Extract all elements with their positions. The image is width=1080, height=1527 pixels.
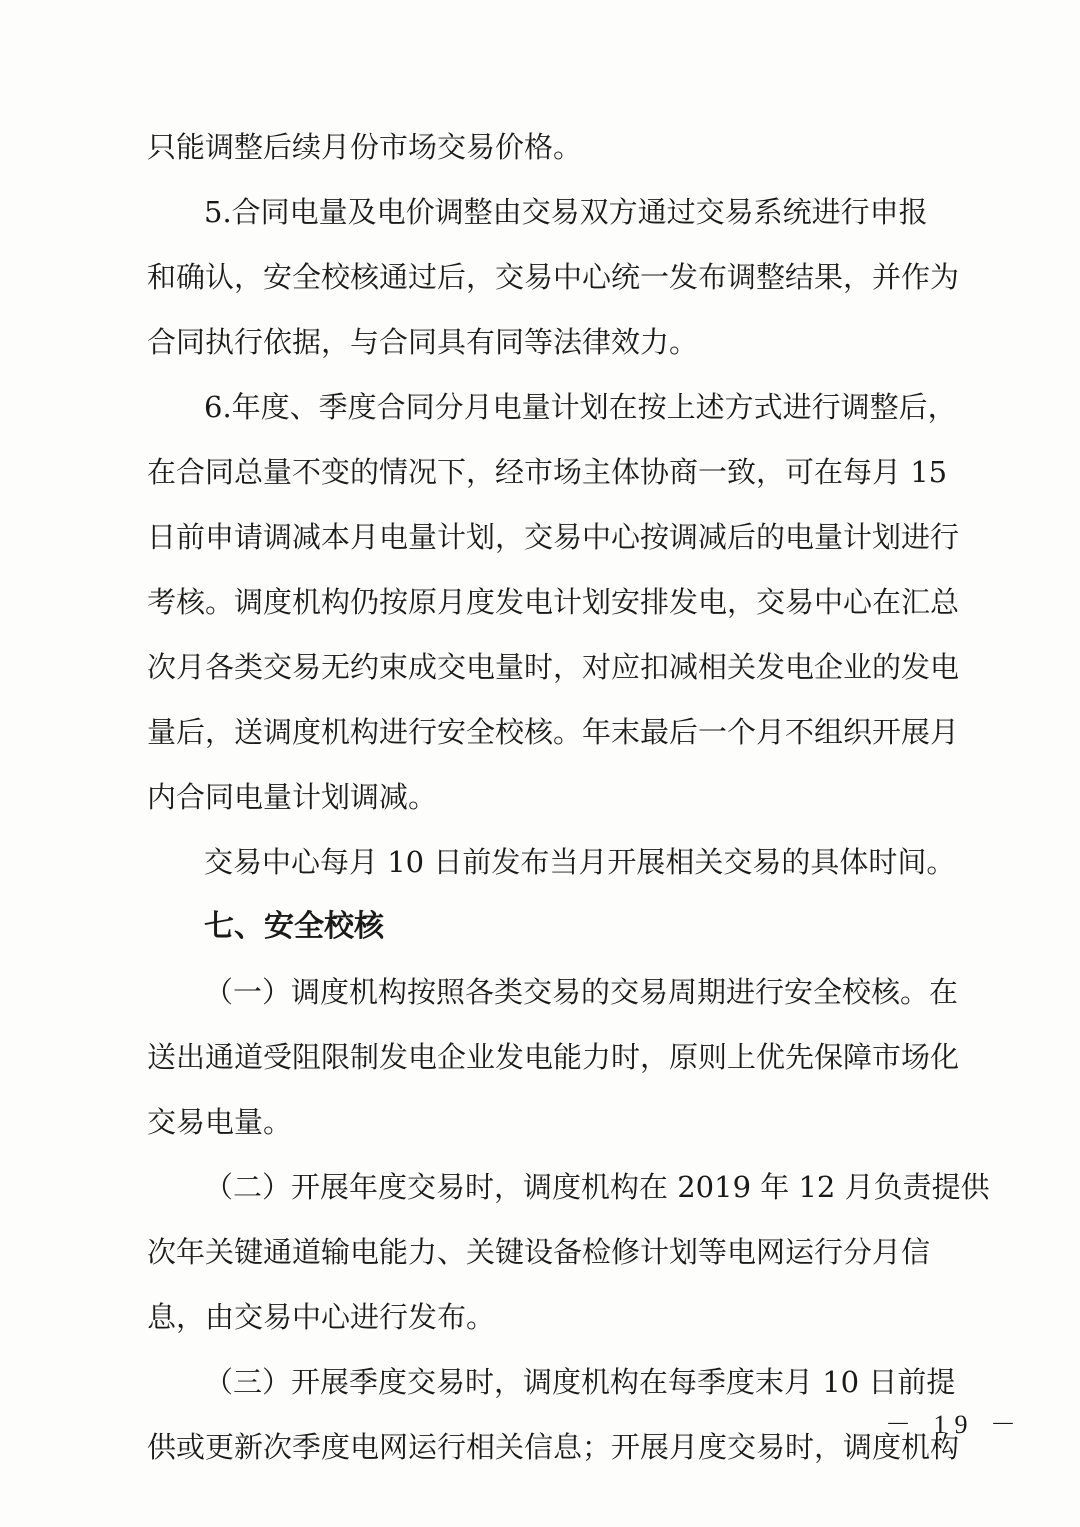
page-number: － 19 － (885, 1410, 1025, 1439)
text-line: 量后，送调度机构进行安全校核。年末最后一个月不组织开展月 (147, 715, 960, 749)
item-2-line: （二）开展年度交易时，调度机构在 2019 年 12 月负责提供 (204, 1170, 990, 1204)
text-line: 内合同电量计划调减。 (147, 780, 438, 814)
text-line: 次年关键通道输电能力、关键设备检修计划等电网运行分月信 (147, 1235, 931, 1269)
section-heading: 七、安全校核 (204, 909, 384, 944)
text-line: 和确认，安全校核通过后，交易中心统一发布调整结果，并作为 (147, 260, 960, 294)
text-line: 交易电量。 (147, 1105, 293, 1139)
schedule-note-line: 交易中心每月 10 日前发布当月开展相关交易的具体时间。 (204, 845, 956, 879)
paragraph-6-line: 6.年度、季度合同分月电量计划在按上述方式进行调整后， (204, 390, 957, 424)
text-line: 考核。调度机构仍按原月度发电计划安排发电，交易中心在汇总 (147, 585, 960, 619)
text-line: 合同执行依据，与合同具有同等法律效力。 (147, 325, 699, 359)
item-1-line: （一）调度机构按照各类交易的交易周期进行安全校核。在 (204, 975, 959, 1009)
text-line: 次月各类交易无约束成交电量时，对应扣减相关发电企业的发电 (147, 650, 960, 684)
text-line: 供或更新次季度电网运行相关信息；开展月度交易时，调度机构 (147, 1430, 960, 1464)
item-3-line: （三）开展季度交易时，调度机构在每季度末月 10 日前提 (204, 1365, 956, 1399)
text-line: 息，由交易中心进行发布。 (147, 1300, 496, 1334)
paragraph-5-line: 5.合同电量及电价调整由交易双方通过交易系统进行申报 (204, 195, 928, 229)
text-line: 日前申请调减本月电量计划，交易中心按调减后的电量计划进行 (147, 520, 960, 554)
text-line: 只能调整后续月份市场交易价格。 (147, 130, 583, 164)
text-line: 送出通道受阻限制发电企业发电能力时，原则上优先保障市场化 (147, 1040, 960, 1074)
text-line: 在合同总量不变的情况下，经市场主体协商一致，可在每月 15 (147, 455, 948, 489)
